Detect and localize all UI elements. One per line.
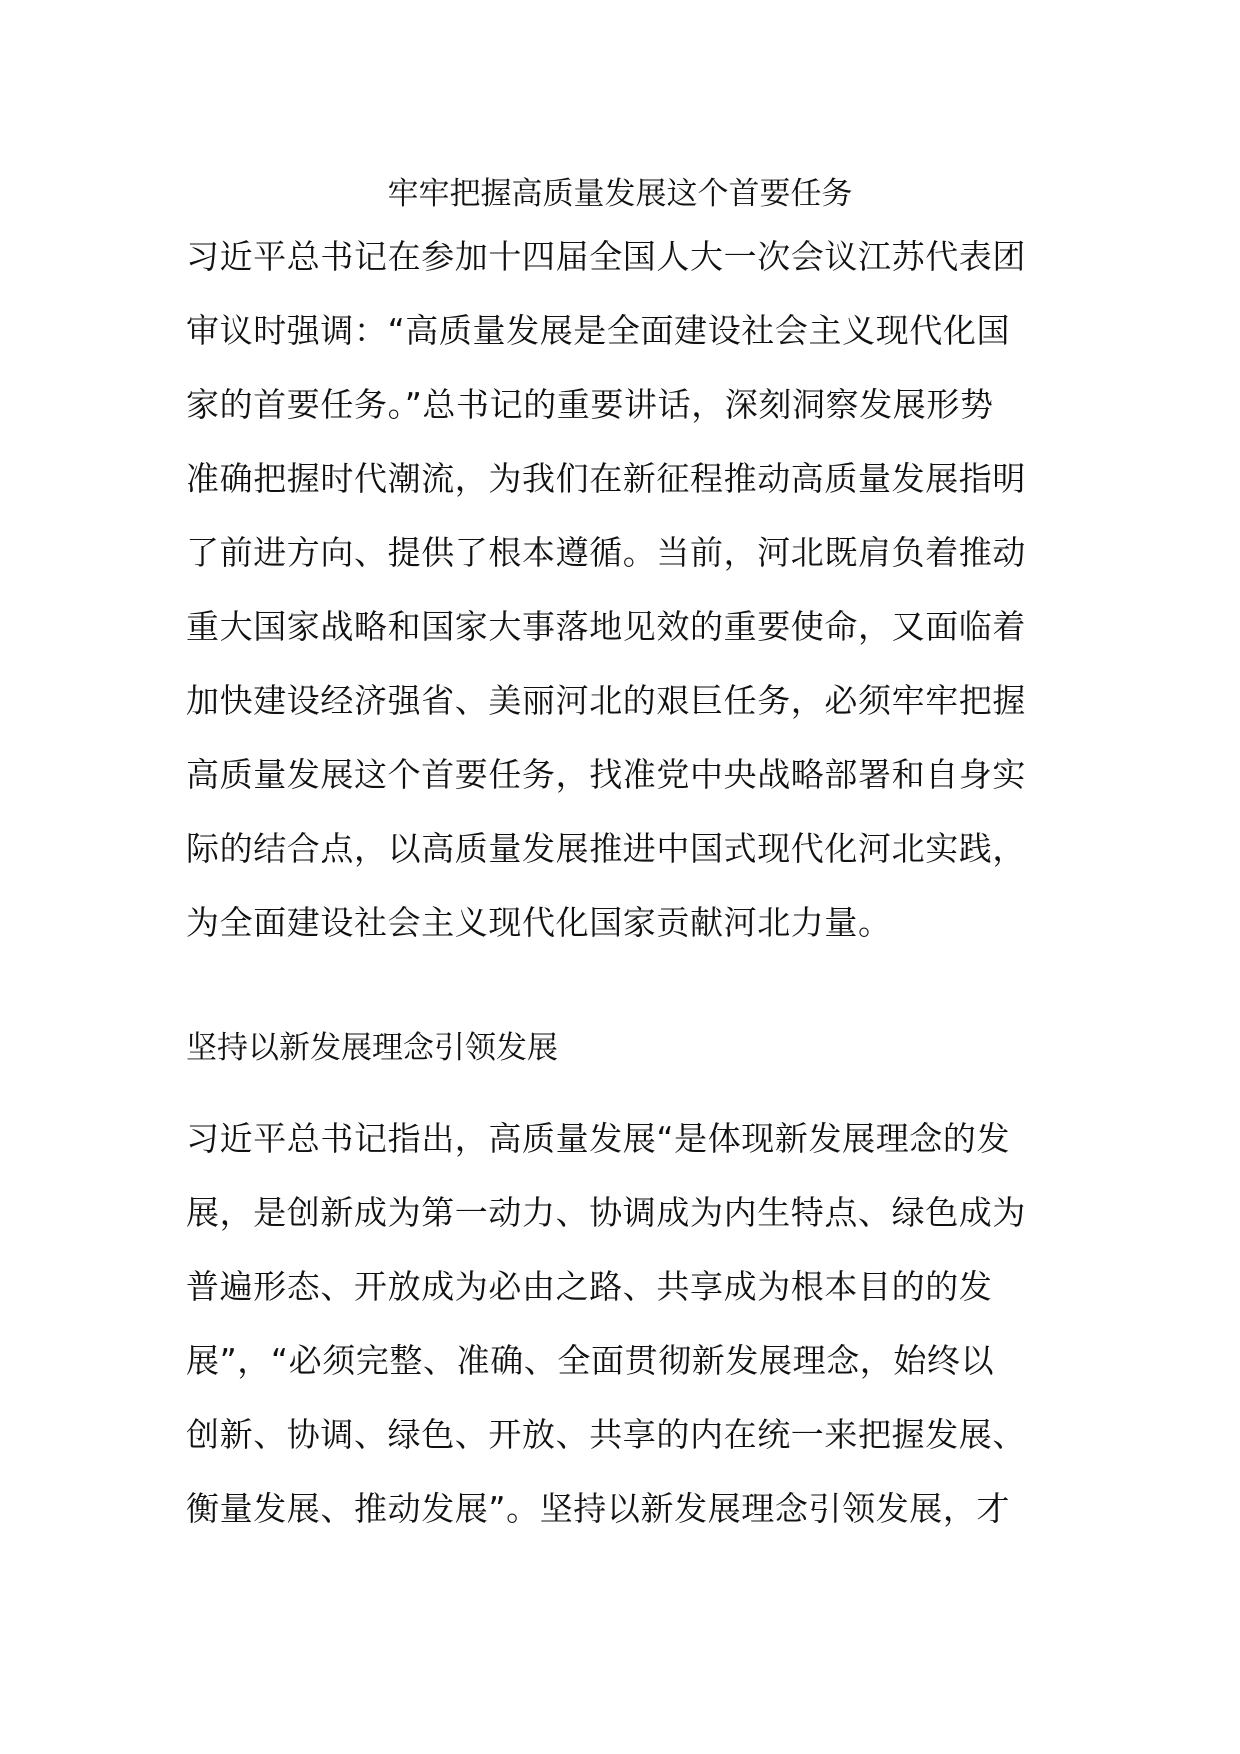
paragraph-line: 习近平总书记在参加十四届全国人大一次会议江苏代表团 bbox=[186, 237, 1026, 276]
paragraph-intro bbox=[186, 220, 1056, 960]
paragraph-line: 重大国家战略和国家大事落地见效的重要使命，又面临着 bbox=[186, 607, 1026, 646]
paragraph-line: 为全面建设社会主义现代化国家贡献河北力量。 bbox=[186, 903, 892, 942]
paragraph-line: 衡量发展、推动发展”。坚持以新发展理念引领发展，才 bbox=[186, 1489, 1011, 1528]
paragraph-new-development-philosophy bbox=[186, 1102, 1056, 1546]
paragraph-line: 准确把握时代潮流，为我们在新征程推动高质量发展指明 bbox=[186, 459, 1026, 498]
paragraph-line: 展”，“必须完整、准确、全面贯彻新发展理念，始终以 bbox=[186, 1341, 995, 1380]
paragraph-line: 际的结合点，以高质量发展推进中国式现代化河北实践， bbox=[186, 829, 1026, 868]
paragraph-line: 普遍形态、开放成为必由之路、共享成为根本目的的发 bbox=[186, 1267, 993, 1306]
paragraph-line: 家的首要任务。”总书记的重要讲话，深刻洞察发展形势 bbox=[186, 385, 994, 424]
paragraph-line: 展，是创新成为第一动力、协调成为内生特点、绿色成为 bbox=[186, 1193, 1026, 1232]
paragraph-line: 了前进方向、提供了根本遵循。当前，河北既肩负着推动 bbox=[186, 533, 1026, 572]
document-title: 牢牢把握高质量发展这个首要任务 bbox=[387, 176, 853, 212]
section-heading: 坚持以新发展理念引领发展 bbox=[186, 1030, 558, 1066]
paragraph-line: 习近平总书记指出，高质量发展“是体现新发展理念的发 bbox=[186, 1119, 1011, 1158]
paragraph-line: 创新、协调、绿色、开放、共享的内在统一来把握发展、 bbox=[186, 1415, 1026, 1454]
paragraph-line: 高质量发展这个首要任务，找准党中央战略部署和自身实 bbox=[186, 755, 1026, 794]
paragraph-line: 审议时强调：“高质量发展是全面建设社会主义现代化国 bbox=[186, 311, 1011, 350]
paragraph-line: 加快建设经济强省、美丽河北的艰巨任务，必须牢牢把握 bbox=[186, 681, 1026, 720]
